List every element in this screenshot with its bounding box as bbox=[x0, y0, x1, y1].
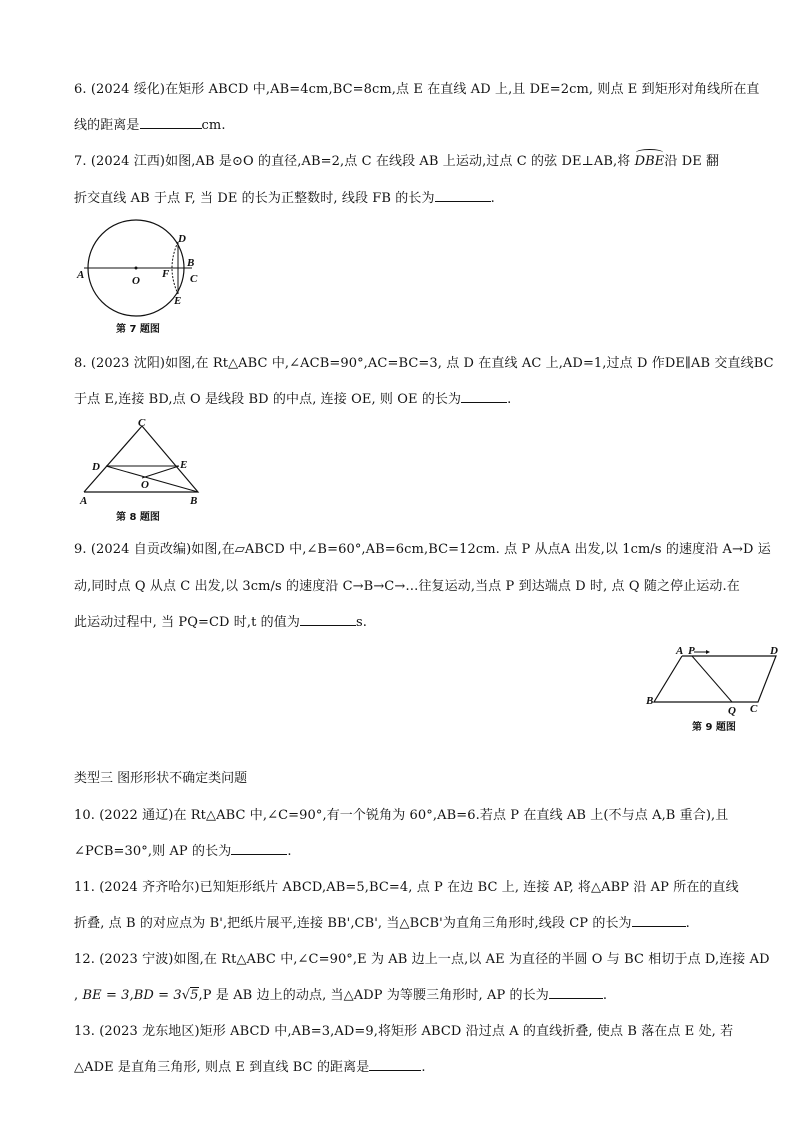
figure-7-caption: 第 7 题图 bbox=[116, 324, 160, 335]
q10-line2-text: ∠PCB=30°,则 AP 的长为 bbox=[74, 844, 232, 859]
sqrt-sign-icon: √ bbox=[181, 988, 191, 1003]
arc-label: DBE bbox=[634, 154, 665, 169]
answer-blank bbox=[461, 390, 507, 403]
label-a: A bbox=[80, 495, 88, 507]
q13-line2-text: △ADE 是直角三角形, 则点 E 到直线 BC 的距离是 bbox=[74, 1060, 370, 1075]
label-o: O bbox=[132, 275, 140, 287]
figure-8 bbox=[76, 414, 210, 526]
q12-line2 bbox=[74, 984, 607, 1003]
line-oe bbox=[142, 466, 179, 478]
q11-line2 bbox=[74, 912, 690, 931]
q6-line2-text: 线的距离是 bbox=[74, 118, 140, 133]
label-c: C bbox=[190, 273, 198, 285]
period: . bbox=[421, 1060, 426, 1075]
label-p: P bbox=[688, 645, 695, 657]
q9-line1: 9. (2024 自贡改编)如图,在▱ABCD 中,∠B=60°,AB=6cm,BC=12cm. 点 P 从点A 出发,以 1cm/s 的速度沿 A→D 运 bbox=[74, 542, 771, 557]
q8-line2 bbox=[74, 388, 511, 407]
parallelogram-abcd bbox=[654, 656, 776, 702]
q7-line2-text: 折交直线 AB 于点 F, 当 DE 的长为正整数时, 线段 FB 的长为 bbox=[74, 191, 435, 206]
q8-line2-text: 于点 E,连接 BD,点 O 是线段 BD 的中点, 连接 OE, 则 OE 的长为 bbox=[74, 392, 462, 407]
answer-blank bbox=[300, 613, 356, 626]
arc-mark-icon bbox=[636, 149, 664, 156]
hidden bbox=[682, 656, 732, 702]
q12-given-values: BE = 3,BD = 3 bbox=[82, 988, 182, 1003]
q13-line2 bbox=[74, 1056, 426, 1075]
q10-line1: 10. (2022 通辽)在 Rt△ABC 中,∠C=90°,有一个锐角为 60°,AB=6.若点 P 在直线 AB 上(不与点 A,B 重合),且 bbox=[74, 808, 729, 823]
q8-line1: 8. (2023 沈阳)如图,在 Rt△ABC 中,∠ACB=90°,AC=BC=3, 点 D 在直线 AC 上,AD=1,过点 D 作DE∥AB 交直线BC bbox=[74, 356, 774, 371]
q6-unit: cm. bbox=[201, 118, 226, 133]
label-d: D bbox=[770, 645, 778, 657]
q11-line2-text: 折叠, 点 B 的对应点为 B',把纸片展平,连接 BB',CB', 当△BCB'为直角三角形时,线段 CP 的长为 bbox=[74, 916, 632, 931]
label-c: C bbox=[750, 703, 758, 715]
q12-line2-text: ,P 是 AB 边上的动点, 当△ADP 为等腰三角形时, AP 的长为 bbox=[198, 988, 549, 1003]
q7-line2 bbox=[74, 187, 495, 206]
label-q: Q bbox=[728, 705, 736, 717]
answer-blank bbox=[549, 986, 603, 999]
point-o bbox=[135, 267, 138, 270]
period: . bbox=[287, 844, 292, 859]
period: . bbox=[685, 916, 690, 931]
label-a: A bbox=[676, 645, 684, 657]
figure-7 bbox=[74, 214, 204, 338]
label-c: C bbox=[138, 417, 146, 429]
answer-blank bbox=[632, 914, 686, 927]
unit: s. bbox=[356, 615, 368, 630]
label-e: E bbox=[180, 459, 188, 471]
q9-line2: 动,同时点 Q 从点 C 出发,以 3cm/s 的速度沿 C→B→C→…往复运动,当点 P 到达端点 D 时, 点 Q 随之停止运动.在 bbox=[74, 579, 740, 594]
label-b: B bbox=[187, 257, 195, 269]
section-title: 类型三 图形形状不确定类问题 bbox=[74, 771, 248, 786]
arrow-head-icon bbox=[706, 650, 710, 654]
q11-line1: 11. (2024 齐齐哈尔)已知矩形纸片 ABCD,AB=5,BC=4, 点 P 在边 BC 上, 连接 AP, 将△ABP 沿 AP 所在的直线 bbox=[74, 880, 739, 895]
answer-blank bbox=[435, 189, 491, 202]
label-d: D bbox=[92, 461, 100, 473]
q7-line1-text: 7. (2024 江西)如图,AB 是⊙O 的直径,AB=2,点 C 在线段 AB 上运动,过点 C 的弦 DE⊥AB,将 bbox=[74, 154, 635, 169]
label-b: B bbox=[190, 495, 198, 507]
q6-line2 bbox=[74, 114, 226, 133]
answer-blank bbox=[369, 1058, 421, 1071]
figure-9 bbox=[644, 642, 786, 738]
period: . bbox=[490, 191, 495, 206]
figure-9-caption: 第 9 题图 bbox=[692, 722, 736, 733]
period: . bbox=[507, 392, 512, 407]
q6-line1: 6. (2024 绥化)在矩形 ABCD 中,AB=4cm,BC=8cm,点 E 在直线 AD 上,且 DE=2cm, 则点 E 到矩形对角线所在直 bbox=[74, 82, 760, 97]
q7-line1-tail: 沿 DE 翻 bbox=[664, 154, 720, 169]
line-pq bbox=[692, 656, 732, 702]
answer-blank bbox=[231, 842, 287, 855]
label-f: F bbox=[162, 268, 170, 280]
period: . bbox=[602, 988, 608, 1003]
q9-line3 bbox=[74, 611, 367, 630]
arc-dbe bbox=[635, 154, 665, 169]
q10-line2 bbox=[74, 840, 292, 859]
label-o: O bbox=[141, 479, 149, 491]
figure-8-caption: 第 8 题图 bbox=[116, 512, 160, 523]
label-a: A bbox=[77, 269, 85, 281]
answer-blank bbox=[140, 116, 202, 129]
sqrt-radicand: 5 bbox=[190, 988, 199, 1003]
label-d: D bbox=[178, 233, 186, 245]
q9-line3-text: 此运动过程中, 当 PQ=CD 时,t 的值为 bbox=[74, 615, 300, 630]
q12-line1: 12. (2023 宁波)如图,在 Rt△ABC 中,∠C=90°,E 为 AB 边上一点,以 AE 为直径的半圆 O 与 BC 相切于点 D,连接 AD bbox=[74, 952, 770, 967]
q7-line1 bbox=[74, 150, 719, 169]
q13-line1: 13. (2023 龙东地区)矩形 ABCD 中,AB=3,AD=9,将矩形 ABCD 沿过点 A 的直线折叠, 使点 B 落在点 E 处, 若 bbox=[74, 1024, 734, 1039]
q12-line2-lead: , bbox=[74, 988, 83, 1003]
label-e: E bbox=[174, 295, 182, 307]
label-b: B bbox=[646, 695, 654, 707]
